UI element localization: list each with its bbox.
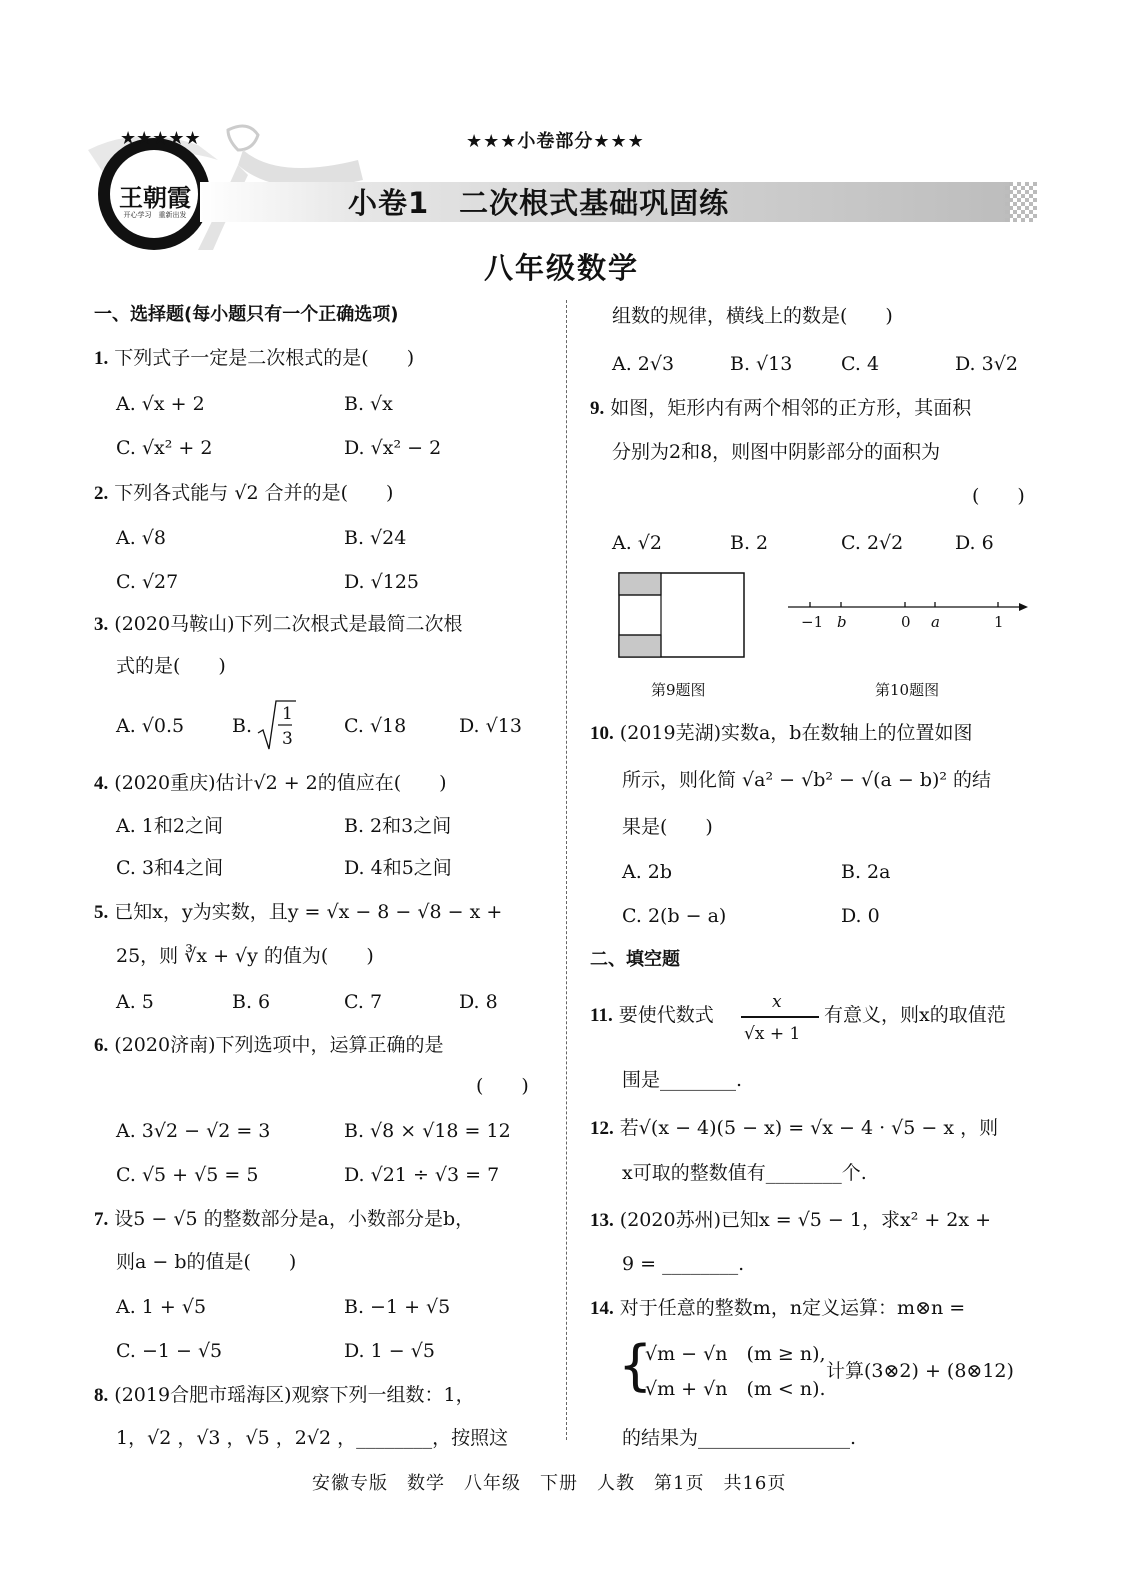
question-14 [590, 1296, 965, 1321]
q6-option-d[interactable]: D. √21 ÷ √3 = 7 [344, 1164, 500, 1186]
q8-stem-line2: 1，√2 ，√3 ，√5 ，2√2 ，________，按照这 [116, 1427, 509, 1449]
q8-number: 8. [94, 1385, 109, 1406]
q12-stem-line2[interactable]: x可取的整数值有________个. [622, 1162, 867, 1184]
q3-option-c[interactable]: C. √18 [344, 715, 407, 737]
q11-stem-line2[interactable]: 围是________. [622, 1069, 743, 1091]
q9-option-d[interactable]: D. 6 [955, 532, 994, 554]
q10-stem-line2: 所示，则化简 √a² − √b² − √(a − b)² 的结 [622, 769, 992, 791]
numberline-label-1: 1 [994, 613, 1004, 631]
q8-stem-line1: (2019合肥市瑶海区)观察下列一组数：1， [114, 1384, 475, 1406]
q12-stem-line1: 若√(x − 4)(5 − x) = √x − 4 · √5 − x ，则 [619, 1117, 999, 1139]
q6-option-b[interactable]: B. √8 × √18 = 12 [344, 1120, 511, 1142]
q2-stem: 下列各式能与 √2 合并的是( ) [114, 482, 394, 504]
q14-stem-line3[interactable]: 的结果为________________. [622, 1427, 857, 1449]
question-9 [590, 396, 971, 421]
q7-option-c[interactable]: C. −1 − √5 [116, 1340, 223, 1362]
q11-fraction-numerator: x [772, 992, 782, 1012]
q10-option-d[interactable]: D. 0 [841, 905, 880, 927]
logo-motto: 开心学习 重新出发 [123, 211, 187, 219]
q13-number: 13. [590, 1210, 614, 1231]
q5-stem-line2: 25，则 ∛x + √y 的值为( ) [116, 945, 374, 967]
q11-number: 11. [590, 1005, 613, 1026]
question-3 [94, 612, 462, 637]
figure-10-caption: 第10题图 [875, 681, 940, 699]
question-1 [94, 346, 414, 371]
q10-number: 10. [590, 723, 614, 744]
question-13 [590, 1208, 991, 1233]
q13-stem-line1: (2020苏州)已知x = √5 − 1，求x² + 2x + [619, 1209, 992, 1231]
q2-option-c[interactable]: C. √27 [116, 571, 179, 593]
question-11 [590, 1003, 714, 1028]
q6-answer-paren: ( ) [476, 1075, 529, 1097]
q7-option-a[interactable]: A. 1 + √5 [116, 1296, 207, 1318]
title-checker-decoration [1005, 182, 1037, 222]
q2-option-d[interactable]: D. √125 [344, 571, 420, 593]
q11-prefix: 要使代数式 [618, 1004, 714, 1026]
q1-option-a[interactable]: A. √x + 2 [116, 393, 205, 415]
q7-stem-line2: 则a − b的值是( ) [116, 1251, 297, 1273]
q10-stem-line3: 果是( ) [622, 816, 713, 838]
q1-option-b[interactable]: B. √x [344, 393, 393, 415]
logo-star-icon: ★★★★★ [120, 128, 201, 149]
q11-suffix: 有意义，则x的取值范 [824, 1004, 1006, 1026]
q4-option-a[interactable]: A. 1和2之间 [116, 815, 223, 837]
q9-stem-line1: 如图，矩形内有两个相邻的正方形，其面积 [610, 397, 972, 419]
q13-stem-line2[interactable]: 9 = ________. [622, 1253, 745, 1275]
q7-stem-line1: 设5 − √5 的整数部分是a，小数部分是b， [114, 1208, 475, 1230]
q10-option-b[interactable]: B. 2a [841, 861, 891, 883]
q1-number: 1. [94, 348, 109, 369]
q8-option-a[interactable]: A. 2√3 [612, 353, 675, 375]
q10-stem-line1: (2019芜湖)实数a，b在数轴上的位置如图 [619, 722, 973, 744]
section-banner: ★★★小卷部分★★★ [466, 131, 645, 152]
q10-option-a[interactable]: A. 2b [622, 861, 673, 883]
q3-option-d[interactable]: D. √13 [459, 715, 522, 737]
q4-option-d[interactable]: D. 4和5之间 [344, 857, 452, 879]
q3-option-a[interactable]: A. √0.5 [116, 715, 185, 737]
q4-option-c[interactable]: C. 3和4之间 [116, 857, 224, 879]
q9-option-b[interactable]: B. 2 [730, 532, 769, 554]
q9-answer-paren: ( ) [972, 485, 1025, 507]
q12-number: 12. [590, 1118, 614, 1139]
q5-option-b[interactable]: B. 6 [232, 991, 271, 1013]
q1-stem: 下列式子一定是二次根式的是( ) [114, 347, 415, 369]
figure-9-caption: 第9题图 [651, 681, 706, 699]
q4-option-b[interactable]: B. 2和3之间 [344, 815, 452, 837]
q4-number: 4. [94, 773, 109, 794]
q8-option-c[interactable]: C. 4 [841, 353, 880, 375]
page-footer: 安徽专版 数学 八年级 下册 人教 第1页 共16页 [312, 1473, 787, 1494]
question-7 [94, 1207, 474, 1232]
q14-case-2: √m + √n (m < n). [645, 1378, 826, 1400]
q14-case-1: √m − √n (m ≥ n), [645, 1343, 826, 1365]
q5-number: 5. [94, 902, 109, 923]
numberline-label-0: 0 [901, 613, 911, 631]
q14-compute: 计算(3⊗2) + (8⊗12) [826, 1360, 1014, 1382]
logo-name: 王朝霞 [119, 183, 191, 212]
section-fill-blank: 二、填空题 [590, 949, 680, 970]
paper-title: 小卷1 二次根式基础巩固练 [348, 186, 730, 220]
q6-option-c[interactable]: C. √5 + √5 = 5 [116, 1164, 259, 1186]
column-divider [566, 300, 567, 1440]
question-6 [94, 1033, 443, 1058]
q9-option-c[interactable]: C. 2√2 [841, 532, 904, 554]
q3-b-numerator: 1 [282, 704, 293, 724]
q5-option-a[interactable]: A. 5 [116, 991, 154, 1013]
q8-stem-line3: 组数的规律，横线上的数是( ) [612, 305, 893, 327]
q3-number: 3. [94, 614, 109, 635]
q5-option-c[interactable]: C. 7 [344, 991, 383, 1013]
q9-stem-line2: 分别为2和8，则图中阴影部分的面积为 [612, 441, 941, 463]
q2-option-a[interactable]: A. √8 [116, 527, 166, 549]
q4-stem: (2020重庆)估计√2 + 2的值应在( ) [114, 772, 447, 794]
q5-stem-line1: 已知x，y为实数，且y = √x − 8 − √8 − x + [114, 901, 503, 923]
q6-option-a[interactable]: A. 3√2 − √2 = 3 [116, 1120, 271, 1142]
q1-option-d[interactable]: D. √x² − 2 [344, 437, 442, 459]
q2-option-b[interactable]: B. √24 [344, 527, 407, 549]
question-5 [94, 900, 502, 925]
numberline-label-neg1: −1 [801, 613, 824, 631]
q14-number: 14. [590, 1298, 614, 1319]
question-2 [94, 481, 393, 506]
q5-option-d[interactable]: D. 8 [459, 991, 498, 1013]
question-10 [590, 721, 972, 746]
q7-number: 7. [94, 1209, 109, 1230]
q3-stem-line2: 式的是( ) [116, 655, 226, 677]
q3-b-denominator: 3 [282, 729, 293, 749]
q1-option-c[interactable]: C. √x² + 2 [116, 437, 213, 459]
q6-stem: (2020济南)下列选项中，运算正确的是 [114, 1034, 444, 1056]
subject-title: 八年级数学 [484, 251, 640, 285]
numberline-label-b: b [837, 613, 847, 631]
q8-option-b[interactable]: B. √13 [730, 353, 793, 375]
q14-brace: { [618, 1334, 653, 1397]
q10-option-c[interactable]: C. 2(b − a) [622, 905, 727, 927]
q8-option-d[interactable]: D. 3√2 [955, 353, 1018, 375]
q14-stem-line1: 对于任意的整数m，n定义运算：m⊗n = [619, 1297, 966, 1319]
q3-option-b-label: B. [232, 715, 253, 737]
question-8 [94, 1383, 475, 1408]
q11-fraction-bar [741, 1016, 819, 1018]
q6-number: 6. [94, 1035, 109, 1056]
q7-option-d[interactable]: D. 1 − √5 [344, 1340, 435, 1362]
q3-option-b[interactable] [232, 697, 302, 753]
question-12 [590, 1116, 998, 1141]
section-choice: 一、选择题(每小题只有一个正确选项) [94, 304, 399, 325]
numberline-label-a: a [931, 613, 940, 631]
q9-option-a[interactable]: A. √2 [612, 532, 662, 554]
q2-number: 2. [94, 483, 109, 504]
q9-number: 9. [590, 398, 605, 419]
figure-9-rectangle [618, 572, 748, 660]
q7-option-b[interactable]: B. −1 + √5 [344, 1296, 451, 1318]
question-4 [94, 771, 447, 796]
q11-fraction-denominator: √x + 1 [744, 1024, 801, 1044]
q3-stem-line1: (2020马鞍山)下列二次根式是最简二次根 [114, 613, 463, 635]
